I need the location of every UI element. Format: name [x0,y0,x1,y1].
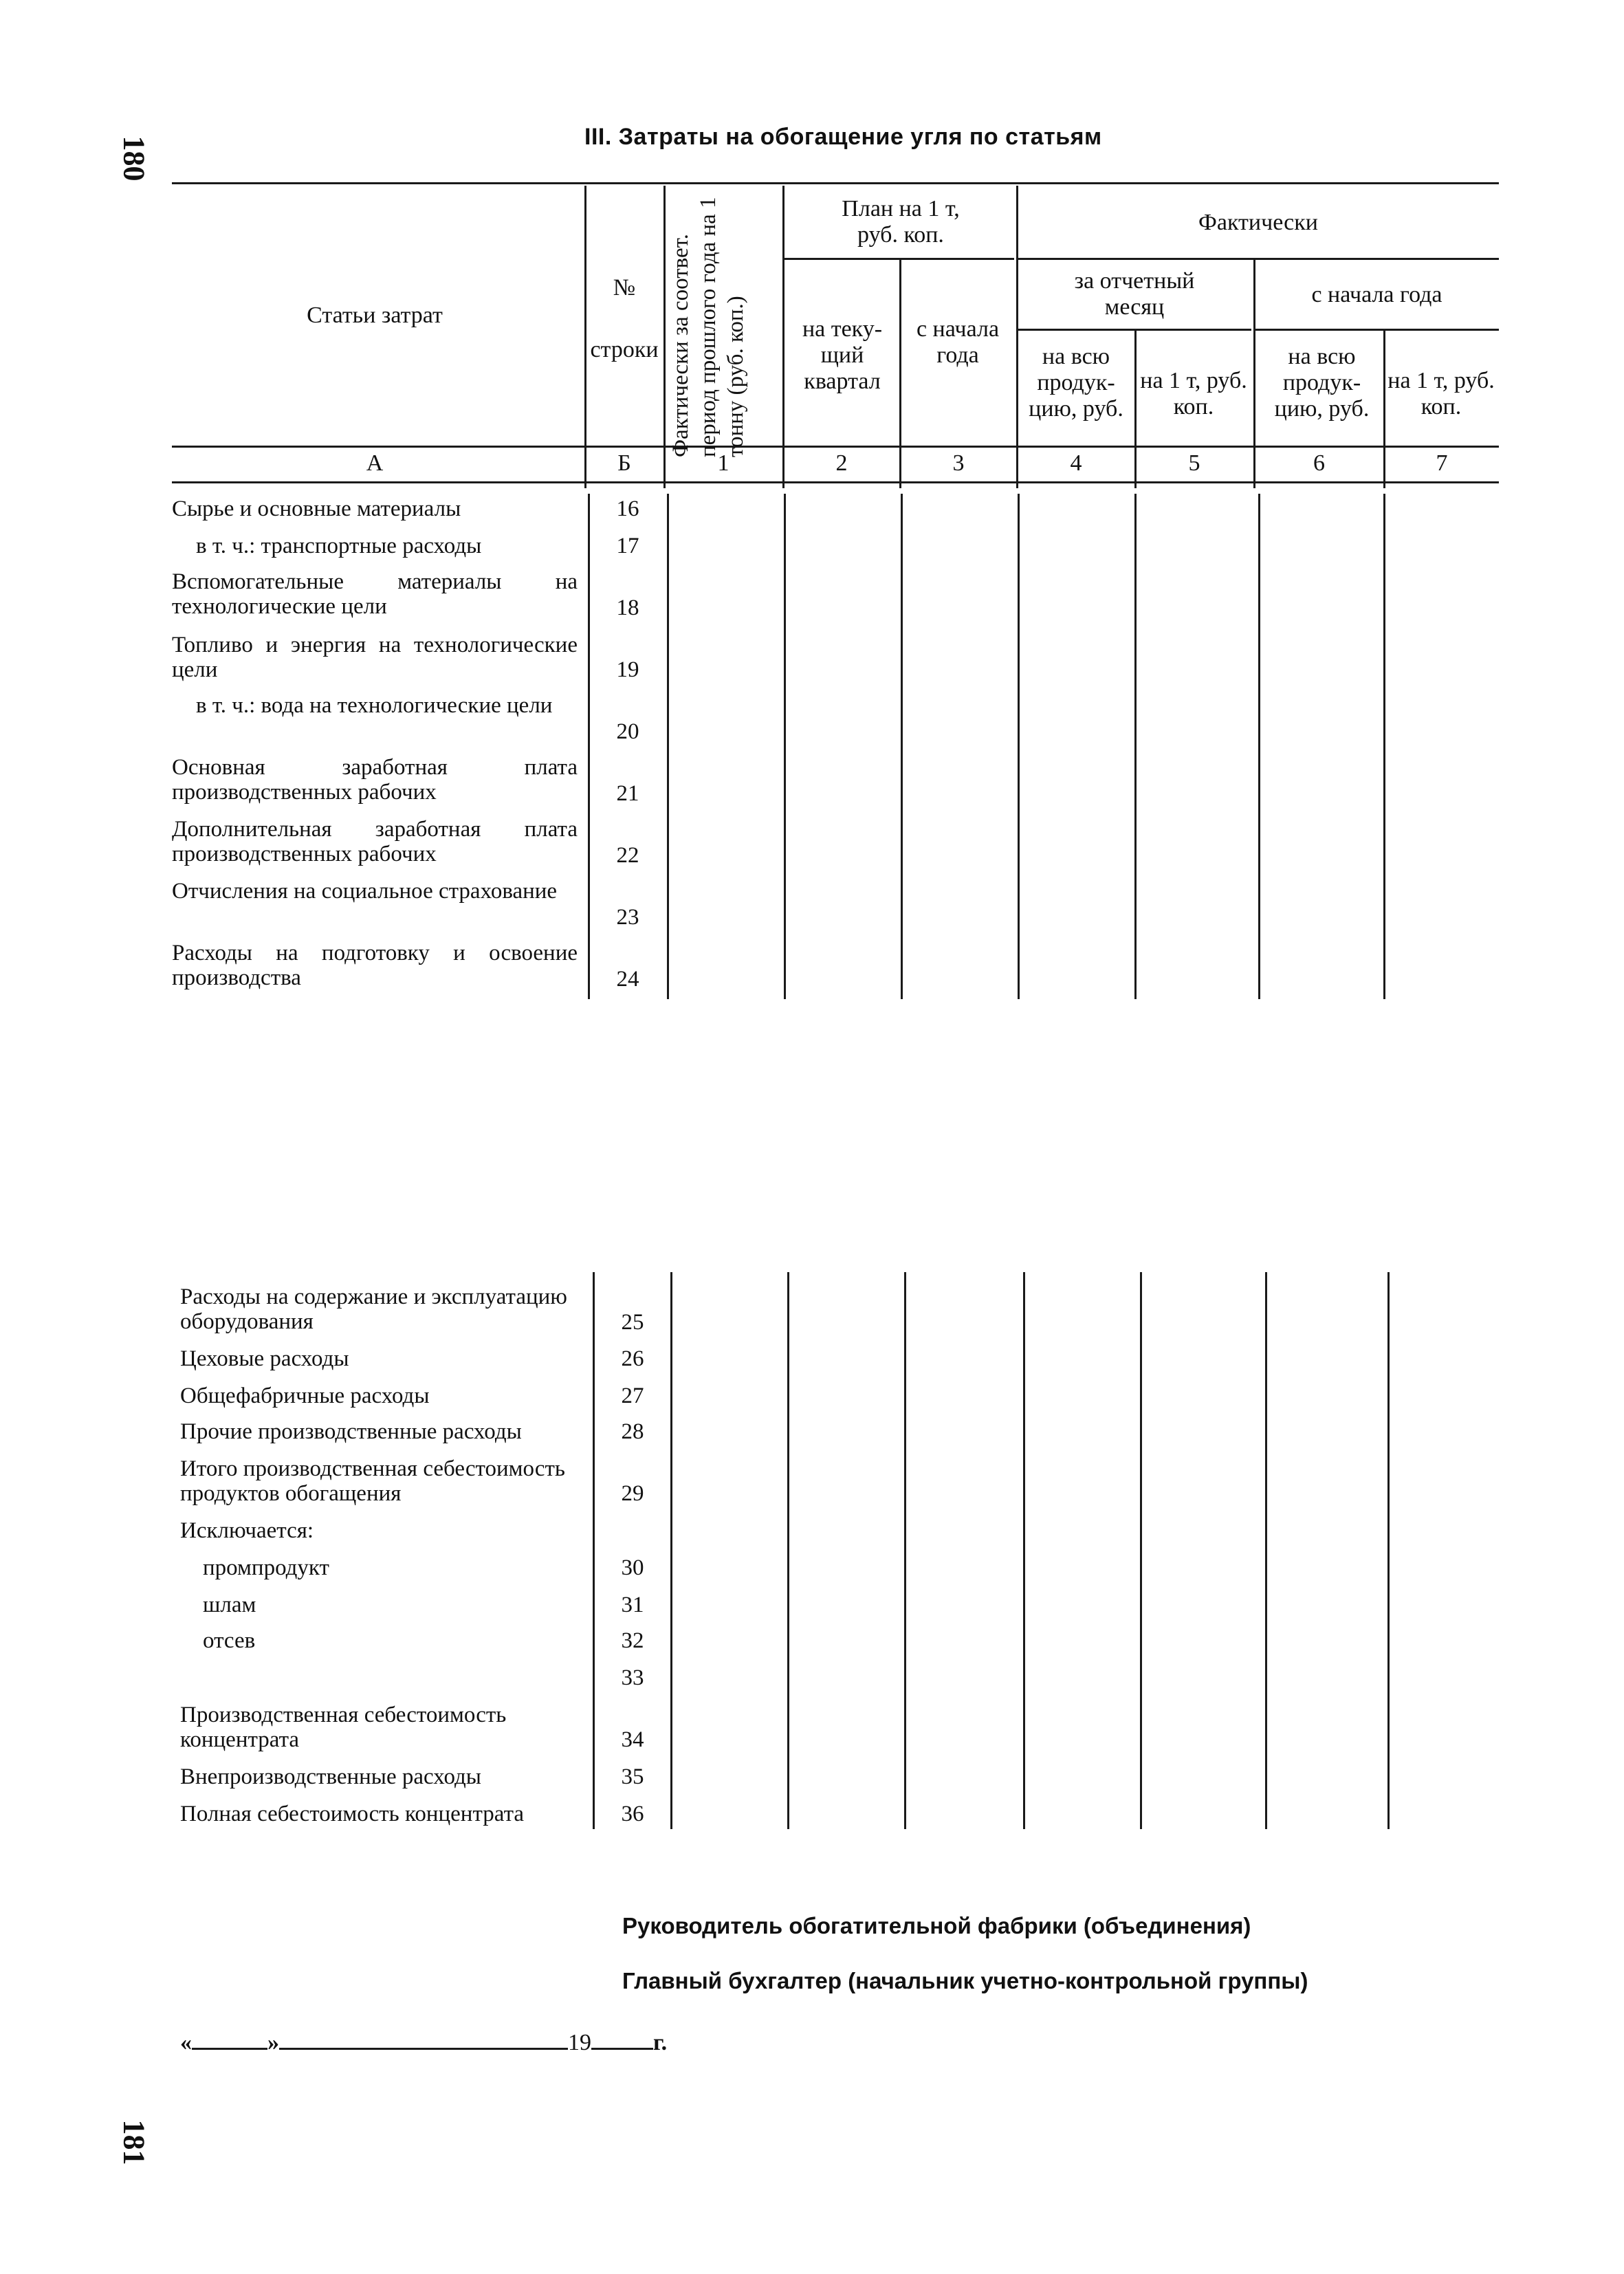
row-num-35: 35 [621,1764,644,1789]
row-label-exclude: Исключается: [180,1518,314,1543]
body1-vline-3 [901,494,903,999]
header-year-all: на всю продук-цию, руб. [1274,344,1370,422]
header-vline-1 [663,186,666,488]
colnum-a: А [366,450,384,476]
body1-vline-5 [1134,494,1137,999]
page-number-bottom: 181 [117,2119,151,2165]
header-month-all: на всю продук-цию, руб. [1029,344,1123,422]
date-year-prefix: 19 [568,2030,591,2055]
date-close-quote: » [267,2030,279,2055]
row-label-18: Вспомогательные материалы на технологические цели [172,569,578,619]
row-num-22: 22 [616,843,639,868]
row-num-28: 28 [621,1419,644,1444]
colnum-6: 6 [1313,450,1325,476]
row-num-23: 23 [616,905,639,930]
row-label-29: Итого производственная себестоимость продуктов обогащения [180,1456,565,1506]
colnum-2: 2 [835,450,848,476]
body2-vline-4 [1023,1272,1025,1829]
row-num-25: 25 [621,1310,644,1335]
body2-vline-6 [1265,1272,1267,1829]
header-year-per-ton: на 1 т, руб. коп. [1387,368,1495,419]
row-num-31: 31 [621,1593,644,1617]
header-fact-rule [1018,258,1499,260]
date-day-blank[interactable] [192,2027,267,2050]
date-month-blank[interactable] [279,2027,568,2050]
signature-accountant: Главный бухгалтер (начальник учетно-контрольной группы) [622,1968,1308,1993]
row-num-19: 19 [616,657,639,682]
page-number-top: 180 [117,135,151,182]
row-label-19: Топливо и энергия на технологические цели [172,633,578,682]
body2-vline-1 [670,1272,672,1829]
row-num-27: 27 [621,1384,644,1408]
row-num-20: 20 [616,719,639,744]
row-label-24: Расходы на подготовку и освоение производства [172,941,578,990]
row-label-25: Расходы на содержание и эксплуатацию оборудования [180,1284,567,1334]
row-num-34: 34 [621,1727,644,1752]
row-num-29: 29 [621,1481,644,1506]
row-label-16: Сырье и основные материалы [172,496,461,521]
row-label-22: Дополнительная заработная плата производственных рабочих [172,817,578,866]
row-label-23: Отчисления на социальное страхование [172,879,558,904]
header-fact-group: Фактически [1198,210,1318,235]
date-open-quote: « [180,2030,192,2055]
body2-vline-7 [1387,1272,1390,1829]
header-plan-year: с начала года [916,316,1000,368]
header-plan-quarter: на теку-щий квартал [802,316,883,394]
colnum-b: Б [617,450,631,476]
header-bottom-rule [172,446,1499,448]
body1-vline-1 [667,494,669,999]
row-num-26: 26 [621,1346,644,1371]
signature-director: Руководитель обогатительной фабрики (объединения) [622,1913,1251,1938]
row-num-33: 33 [621,1665,644,1690]
row-label-28: Прочие производственные расходы [180,1419,522,1444]
row-num-18: 18 [616,595,639,620]
body1-vline-4 [1018,494,1020,999]
row-label-27: Общефабричные расходы [180,1384,430,1408]
row-label-26: Цеховые расходы [180,1346,349,1371]
row-label-21: Основная заработная плата производственных рабочих [172,755,578,805]
row-label-34: Производственная себестоимость концентрата [180,1703,507,1752]
header-fact-year: с начала года [1311,282,1442,307]
header-plan-group: План на 1 т, руб. коп. [842,196,960,248]
header-top-rule [172,182,1499,184]
row-num-32: 32 [621,1628,644,1653]
row-label-35: Внепроизводственные расходы [180,1764,481,1789]
row-label-31: шлам [203,1593,256,1617]
header-line-no-label: строки [590,337,659,362]
row-num-24: 24 [616,967,639,992]
date-year-blank[interactable] [591,2027,653,2050]
row-label-36: Полная себестоимость концентрата [180,1802,525,1826]
header-month-per-ton: на 1 т, руб. коп. [1140,368,1247,419]
header-line-no-symbol: № [613,275,636,300]
header-last-year-rotated: Фактически за соответ. период прошлого года на 1 тонну (руб. коп.) [668,197,748,457]
colnum-bottom-rule [172,481,1499,483]
body1-vline-2 [784,494,786,999]
row-label-17: в т. ч.: транспортные расходы [196,534,482,558]
colnum-3: 3 [952,450,965,476]
row-num-17: 17 [616,534,639,558]
colnum-4: 4 [1070,450,1082,476]
row-num-36: 36 [621,1802,644,1826]
date-year-suffix: г. [653,2030,668,2055]
body2-vline-3 [904,1272,906,1829]
colnum-7: 7 [1436,450,1448,476]
colnum-1: 1 [717,450,729,476]
row-label-30: промпродукт [203,1555,329,1580]
row-num-16: 16 [616,496,639,521]
date-line [180,2027,667,2056]
row-num-21: 21 [616,781,639,806]
row-num-30: 30 [621,1555,644,1580]
header-year-rule [1255,329,1499,331]
row-label-32: отсев [203,1628,256,1653]
body1-vline-7 [1383,494,1385,999]
body1-vline-6 [1258,494,1260,999]
body2-vline-5 [1140,1272,1142,1829]
row-label-20: в т. ч.: вода на технологические цели [196,693,553,718]
header-articles: Статьи затрат [307,303,443,328]
header-fact-month: за отчетный месяц [1074,268,1195,320]
colnum-5: 5 [1188,450,1200,476]
section-title: III. Затраты на обогащение угля по статьям [584,124,1102,150]
body2-vline-2 [787,1272,789,1829]
